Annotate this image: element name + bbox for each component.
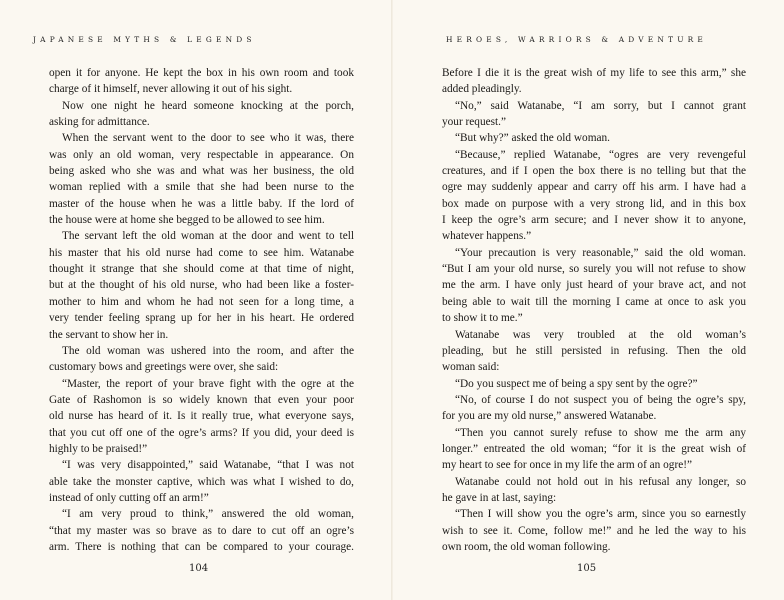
text-line: mother to him and whom he had not seen for a long time, a [49, 295, 354, 308]
text-line: “No, of course I do not suspect you of being the ogre’s spy, [455, 393, 746, 406]
text-line: ogre may suddenly appear and carry off his arm. I have had a [442, 181, 746, 194]
text-line: Watanabe was very troubled at the old woman’s [455, 328, 746, 341]
text-line: charge of it himself, never allowing it out of his sight. [49, 83, 293, 96]
text-line: instead of only cutting off an arm!” [49, 491, 209, 504]
text-line: my heart to see for once in my life the arm of an ogre!” [442, 459, 692, 472]
text-line: me the arm. I have only just heard of your brave act, and not [442, 279, 746, 292]
text-line: woman said: [442, 361, 500, 374]
text-line: being asked who she was and what was her business, the old [49, 165, 354, 178]
text-line: the servant to show her in. [49, 328, 169, 341]
text-line: the house were at home she begged to be allowed to see him. [49, 214, 325, 227]
text-line: “But I am your old nurse, so surely you will not refuse to show [442, 263, 746, 276]
text-line: “Your precaution is very reasonable,” said the old woman. [455, 246, 746, 259]
text-line: “Then you cannot surely refuse to show me the arm any [455, 426, 746, 439]
text-line: that you cut off one of the ogre’s arms? If you did, your deed is [49, 426, 354, 439]
text-line: your request.” [442, 116, 506, 129]
text-line: arm. There is nothing that can be compared to your courage. [49, 540, 354, 553]
page-number-left: 104 [189, 563, 209, 574]
text-line: creatures, and if I open the box there is no telling but that the [442, 165, 746, 178]
text-line: Before I die it is the great wish of my life to see this arm,” she [442, 67, 746, 79]
text-line: old nurse has heard of it. Is it really true, what everyone says, [49, 410, 354, 423]
text-line: Now one night he heard someone knocking at the porch, [62, 99, 354, 112]
text-line: thought it strange that she should come at that time of night, [49, 263, 354, 276]
text-line: to show it to me.” [442, 312, 523, 325]
text-line: whatever happens.” [442, 230, 532, 243]
text-line: but at the thought of his old nurse, who had been like a foster- [49, 279, 354, 292]
page-number-right: 105 [577, 563, 597, 574]
body-text-left [49, 65, 354, 555]
text-line: “Do you suspect me of being a spy sent by the ogre?” [455, 377, 698, 390]
text-line: own room, the old woman following. [442, 540, 611, 553]
text-line: The old woman was ushered into the room, and after the [62, 344, 354, 357]
text-line: “Then I will show you the ogre’s arm, since you so earnestly [455, 508, 746, 521]
text-line: “that my master was so brave as to dare to cut off an ogre’s [49, 524, 354, 537]
body-text-right [442, 65, 746, 555]
text-line: “No,” said Watanabe, “I am sorry, but I cannot grant [455, 99, 746, 112]
text-line: I keep the ogre’s arm secure; and I never show it to anyone, [442, 214, 746, 227]
text-line: customary bows and greetings were over, she said: [49, 361, 279, 374]
text-line: he gave in at last, saying: [442, 491, 557, 504]
text-line: his master that his old nurse had come to see him. Watanabe [49, 246, 354, 259]
text-line: box made on purpose with a very strong lid, and in this box [442, 197, 746, 210]
text-line: Gate of Rashomon is so widely known that even your poor [49, 393, 354, 406]
text-line: “But why?” asked the old woman. [455, 132, 610, 145]
text-line: The servant left the old woman at the door and went to tell [62, 230, 354, 243]
text-line: asking for admittance. [49, 116, 150, 129]
text-line: pleading, but he still persisted in refusing. Then the old [442, 344, 746, 357]
text-line: added pleadingly. [442, 83, 522, 96]
text-line: able take the monster captive, which was what I wished to do, [49, 475, 354, 488]
text-line: master of the house when he was a little baby. If the lord of [49, 197, 354, 210]
text-line: wish to see it. Come, follow me!” and he led the way to his [442, 524, 746, 537]
text-line: “I was very disappointed,” said Watanabe, “that I was not [62, 459, 354, 472]
text-line: for you are my old nurse,” answered Watanabe. [442, 410, 657, 423]
text-line: “Master, the report of your brave fight with the ogre at the [62, 377, 354, 390]
text-line: “I am very proud to think,” answered the old woman, [62, 508, 354, 521]
running-head-right: HEROES, WARRIORS & ADVENTURE [446, 35, 707, 44]
running-head-left: JAPANESE MYTHS & LEGENDS [33, 35, 256, 44]
text-line: woman replied with a smile that she had been nurse to the [49, 181, 354, 194]
text-line: Watanabe could not hold out in his refusal any longer, so [455, 475, 746, 488]
text-line: being able to wait till the morning I came at once to ask you [442, 295, 746, 308]
right-page [392, 0, 784, 600]
text-line: highly to be praised!” [49, 442, 148, 455]
text-line: When the servant went to the door to see who it was, there [62, 132, 354, 145]
text-line: was only an old woman, very respectable in appearance. On [49, 148, 354, 161]
text-line: longer.” entreated the old woman; “for it is the great wish of [442, 442, 746, 455]
text-line: open it for anyone. He kept the box in his own room and took [49, 67, 354, 79]
text-line: “Because,” replied Watanabe, “ogres are very revengeful [455, 148, 746, 161]
text-line: very tender feeling sprang up for her in his heart. He ordered [49, 312, 354, 325]
